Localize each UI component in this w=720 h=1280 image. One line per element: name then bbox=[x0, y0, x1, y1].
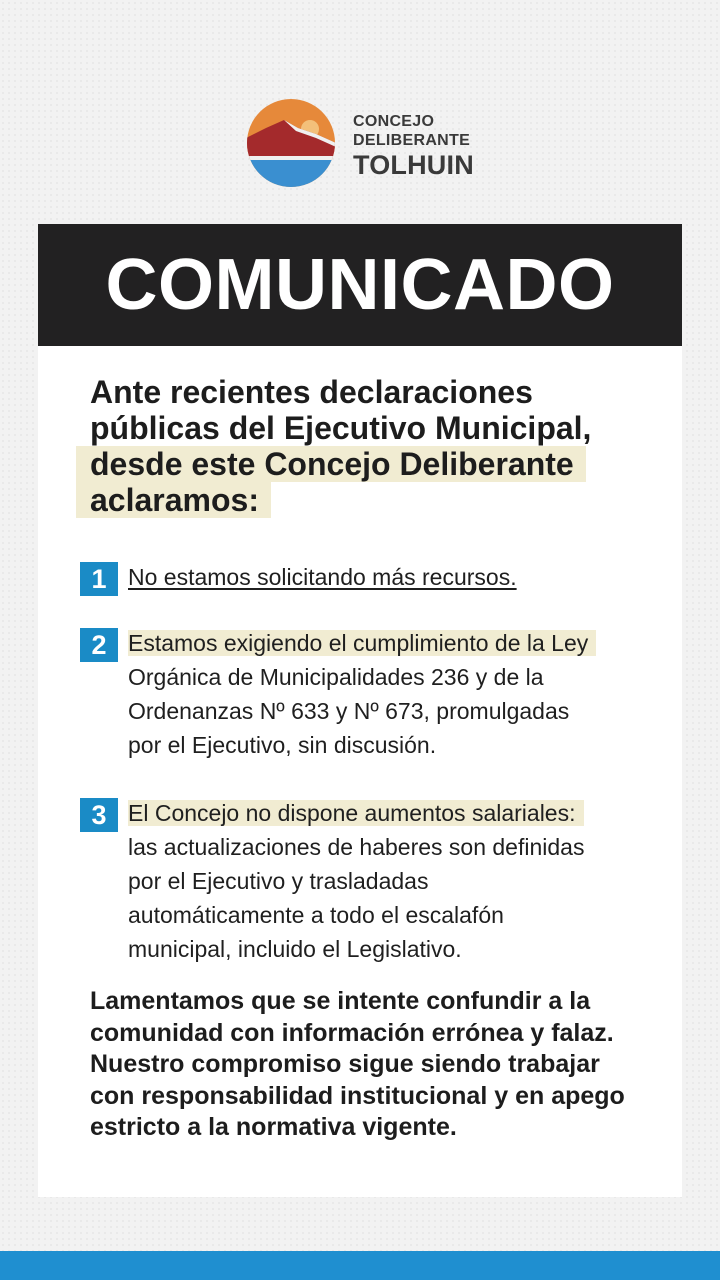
item-3-line-5: municipal, incluido el Legislativo. bbox=[128, 936, 462, 962]
intro-line-2: públicas del Ejecutivo Municipal, bbox=[90, 410, 592, 446]
item-text bbox=[128, 796, 668, 966]
item-2-line-3: Ordenanzas Nº 633 y Nº 673, promulgadas bbox=[128, 698, 570, 724]
item-2-line-4: por el Ejecutivo, sin discusión. bbox=[128, 732, 437, 758]
item-number-badge: 2 bbox=[80, 628, 118, 662]
closing-line-5: estricto a la normativa vigente. bbox=[90, 1113, 457, 1141]
item-1-line-1: No estamos solicitando más recursos. bbox=[128, 564, 517, 590]
item-3-line-2: las actualizaciones de haberes son definidas bbox=[128, 834, 585, 860]
item-text bbox=[128, 560, 668, 594]
closing-line-4: con responsabilidad institucional y en apego bbox=[90, 1081, 625, 1110]
intro-line-4 bbox=[90, 482, 650, 518]
item-text bbox=[128, 626, 668, 762]
item-3-line-1: El Concejo no dispone aumentos salariales: bbox=[128, 800, 584, 826]
logo-wordmark bbox=[353, 112, 474, 180]
page-title: COMUNICADO bbox=[105, 245, 615, 325]
item-number-badge: 3 bbox=[80, 798, 118, 832]
title-banner bbox=[38, 224, 682, 346]
intro-paragraph bbox=[90, 374, 650, 518]
closing-line-1: Lamentamos que se intente confundir a la bbox=[90, 987, 591, 1015]
logo-line-2: DELIBERANTE bbox=[353, 132, 471, 149]
closing-line-3: Nuestro compromiso sigue siendo trabajar bbox=[90, 1050, 600, 1078]
header-logo bbox=[246, 98, 486, 190]
intro-line-1: Ante recientes declaraciones bbox=[90, 374, 533, 410]
logo-line-3: TOLHUIN bbox=[353, 150, 474, 180]
closing-line-2: comunidad con información errónea y falaz. bbox=[90, 1018, 614, 1047]
communique-card bbox=[38, 224, 682, 1197]
item-2-line-2: Orgánica de Municipalidades 236 y de la bbox=[128, 664, 544, 690]
item-number-badge: 1 bbox=[80, 562, 118, 596]
footer-bar bbox=[0, 1251, 720, 1280]
item-3-line-3: por el Ejecutivo y trasladadas bbox=[128, 868, 429, 894]
logo-line-1: CONCEJO bbox=[353, 113, 435, 130]
intro-highlight-1: desde este Concejo Deliberante bbox=[76, 446, 586, 482]
concejo-logo-icon bbox=[246, 98, 336, 188]
intro-highlight-2: aclaramos: bbox=[76, 482, 271, 518]
item-2-line-1: Estamos exigiendo el cumplimiento de la Ley bbox=[128, 630, 596, 656]
intro-line-3 bbox=[90, 446, 650, 482]
closing-paragraph bbox=[90, 986, 660, 1144]
item-3-line-4: automáticamente a todo el escalafón bbox=[128, 902, 504, 928]
